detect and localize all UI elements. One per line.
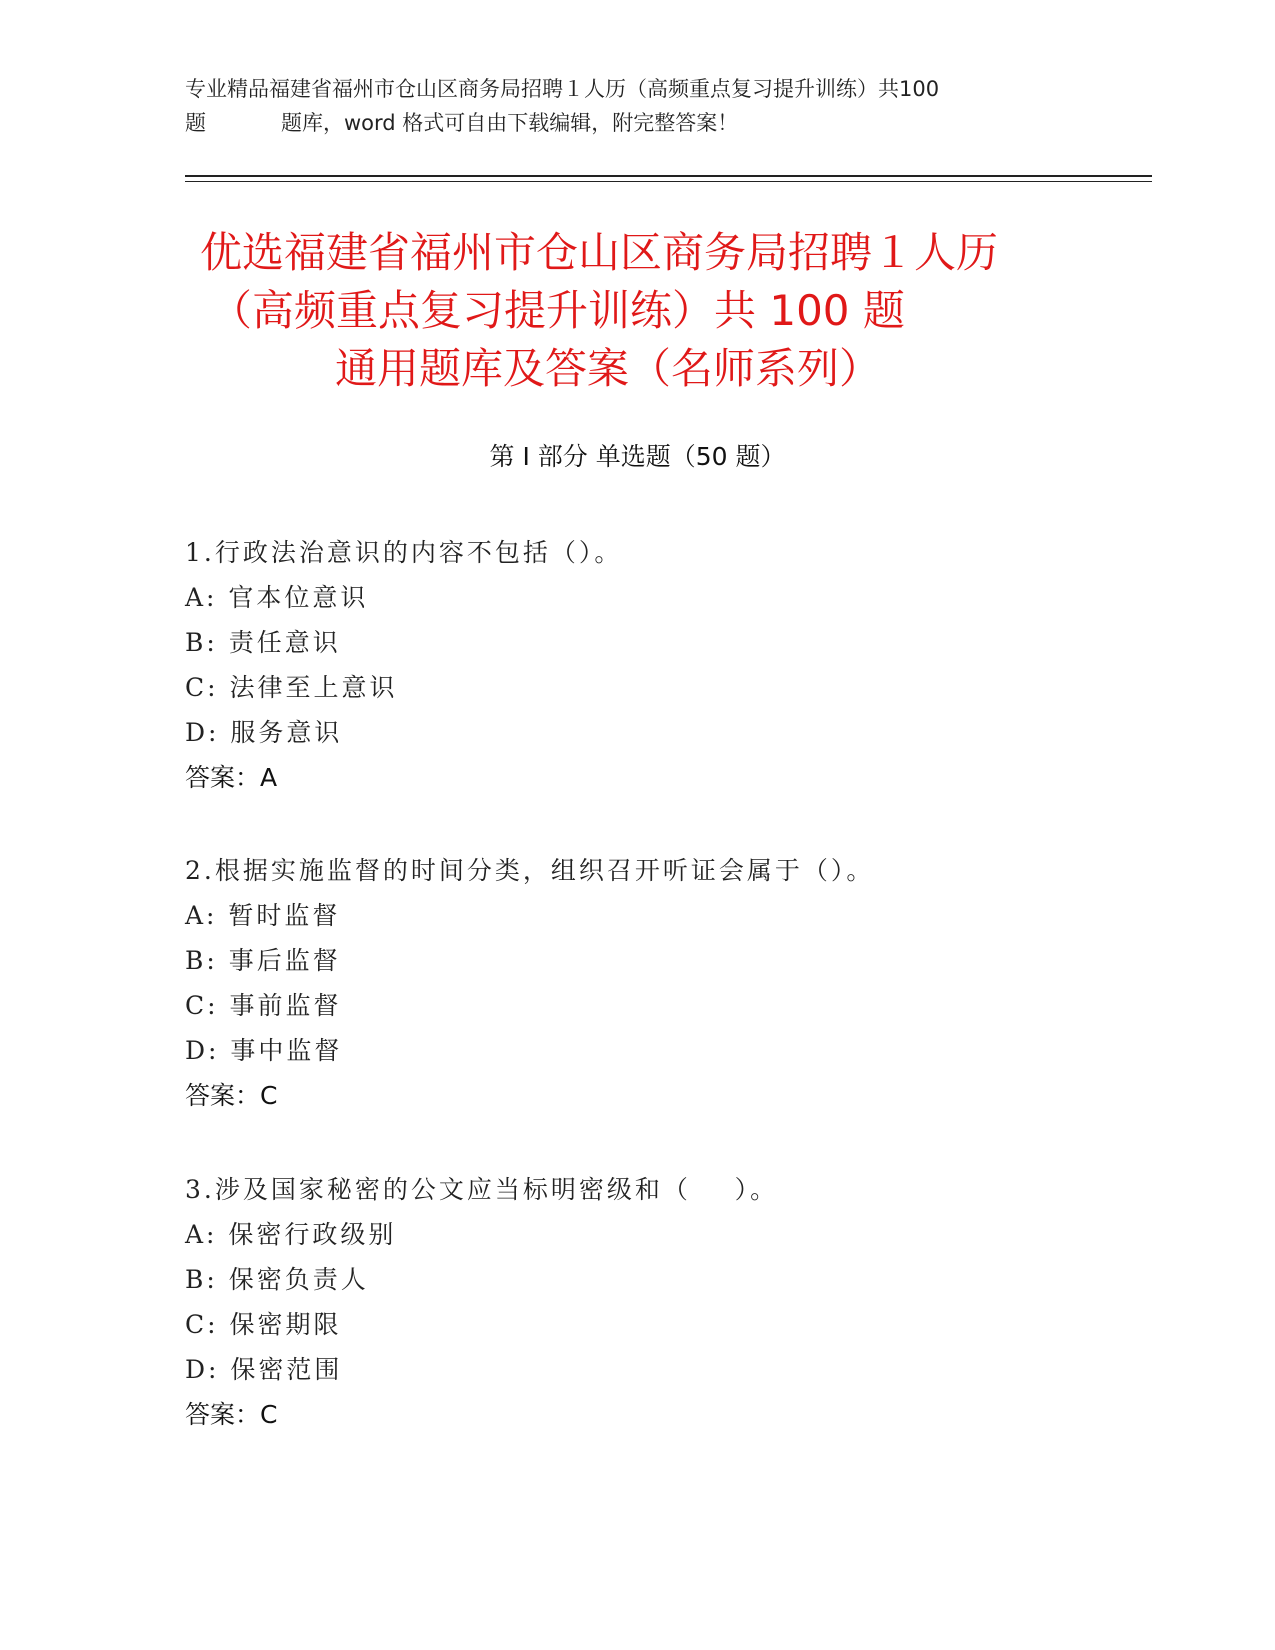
option-d: D: 事中监督 xyxy=(185,1036,343,1065)
question-text: 2.根据实施监督的时间分类，组织召开听证会属于（）。 xyxy=(185,856,875,885)
answer-line: 答案：C xyxy=(185,1081,278,1110)
option-b: B: 事后监督 xyxy=(185,946,341,975)
option-c: C: 事前监督 xyxy=(185,991,342,1020)
title-line-3: 通用题库及答案（名师系列） xyxy=(335,344,882,393)
header-divider-thick xyxy=(185,175,1152,177)
option-d: D: 保密范围 xyxy=(185,1355,343,1384)
title-line-2: （高频重点复习提升训练）共 100 题 xyxy=(210,286,905,335)
question-block xyxy=(185,848,1085,1118)
option-c: C: 法律至上意识 xyxy=(185,673,398,702)
header-line-2-prefix: 题 xyxy=(185,111,206,135)
option-b: B: 责任意识 xyxy=(185,628,341,657)
option-a: A: 官本位意识 xyxy=(185,583,369,612)
header-line-2 xyxy=(185,106,1085,140)
answer-line: 答案：C xyxy=(185,1400,278,1429)
question-text: 3.涉及国家秘密的公文应当标明密级和（ ）。 xyxy=(185,1175,779,1204)
section-heading: 第 I 部分 单选题（50 题） xyxy=(489,442,786,471)
header-line-1: 专业精品福建省福州市仓山区商务局招聘１人历（高频重点复习提升训练）共100 xyxy=(185,77,940,101)
question-block xyxy=(185,1167,1085,1437)
option-d: D: 服务意识 xyxy=(185,718,343,747)
document-title xyxy=(195,224,1195,398)
header-divider-thin xyxy=(185,181,1152,182)
question-block xyxy=(185,530,1085,800)
question-text: 1.行政法治意识的内容不包括（）。 xyxy=(185,538,623,567)
option-a: A: 保密行政级别 xyxy=(185,1220,397,1249)
document-header xyxy=(185,72,1085,140)
title-line-1: 优选福建省福州市仓山区商务局招聘１人历 xyxy=(200,228,999,277)
option-b: B: 保密负责人 xyxy=(185,1265,369,1294)
header-line-2-text: 题库，word 格式可自由下载编辑，附完整答案！ xyxy=(281,111,739,135)
option-c: C: 保密期限 xyxy=(185,1310,342,1339)
answer-line: 答案：A xyxy=(185,763,278,792)
option-a: A: 暂时监督 xyxy=(185,901,341,930)
